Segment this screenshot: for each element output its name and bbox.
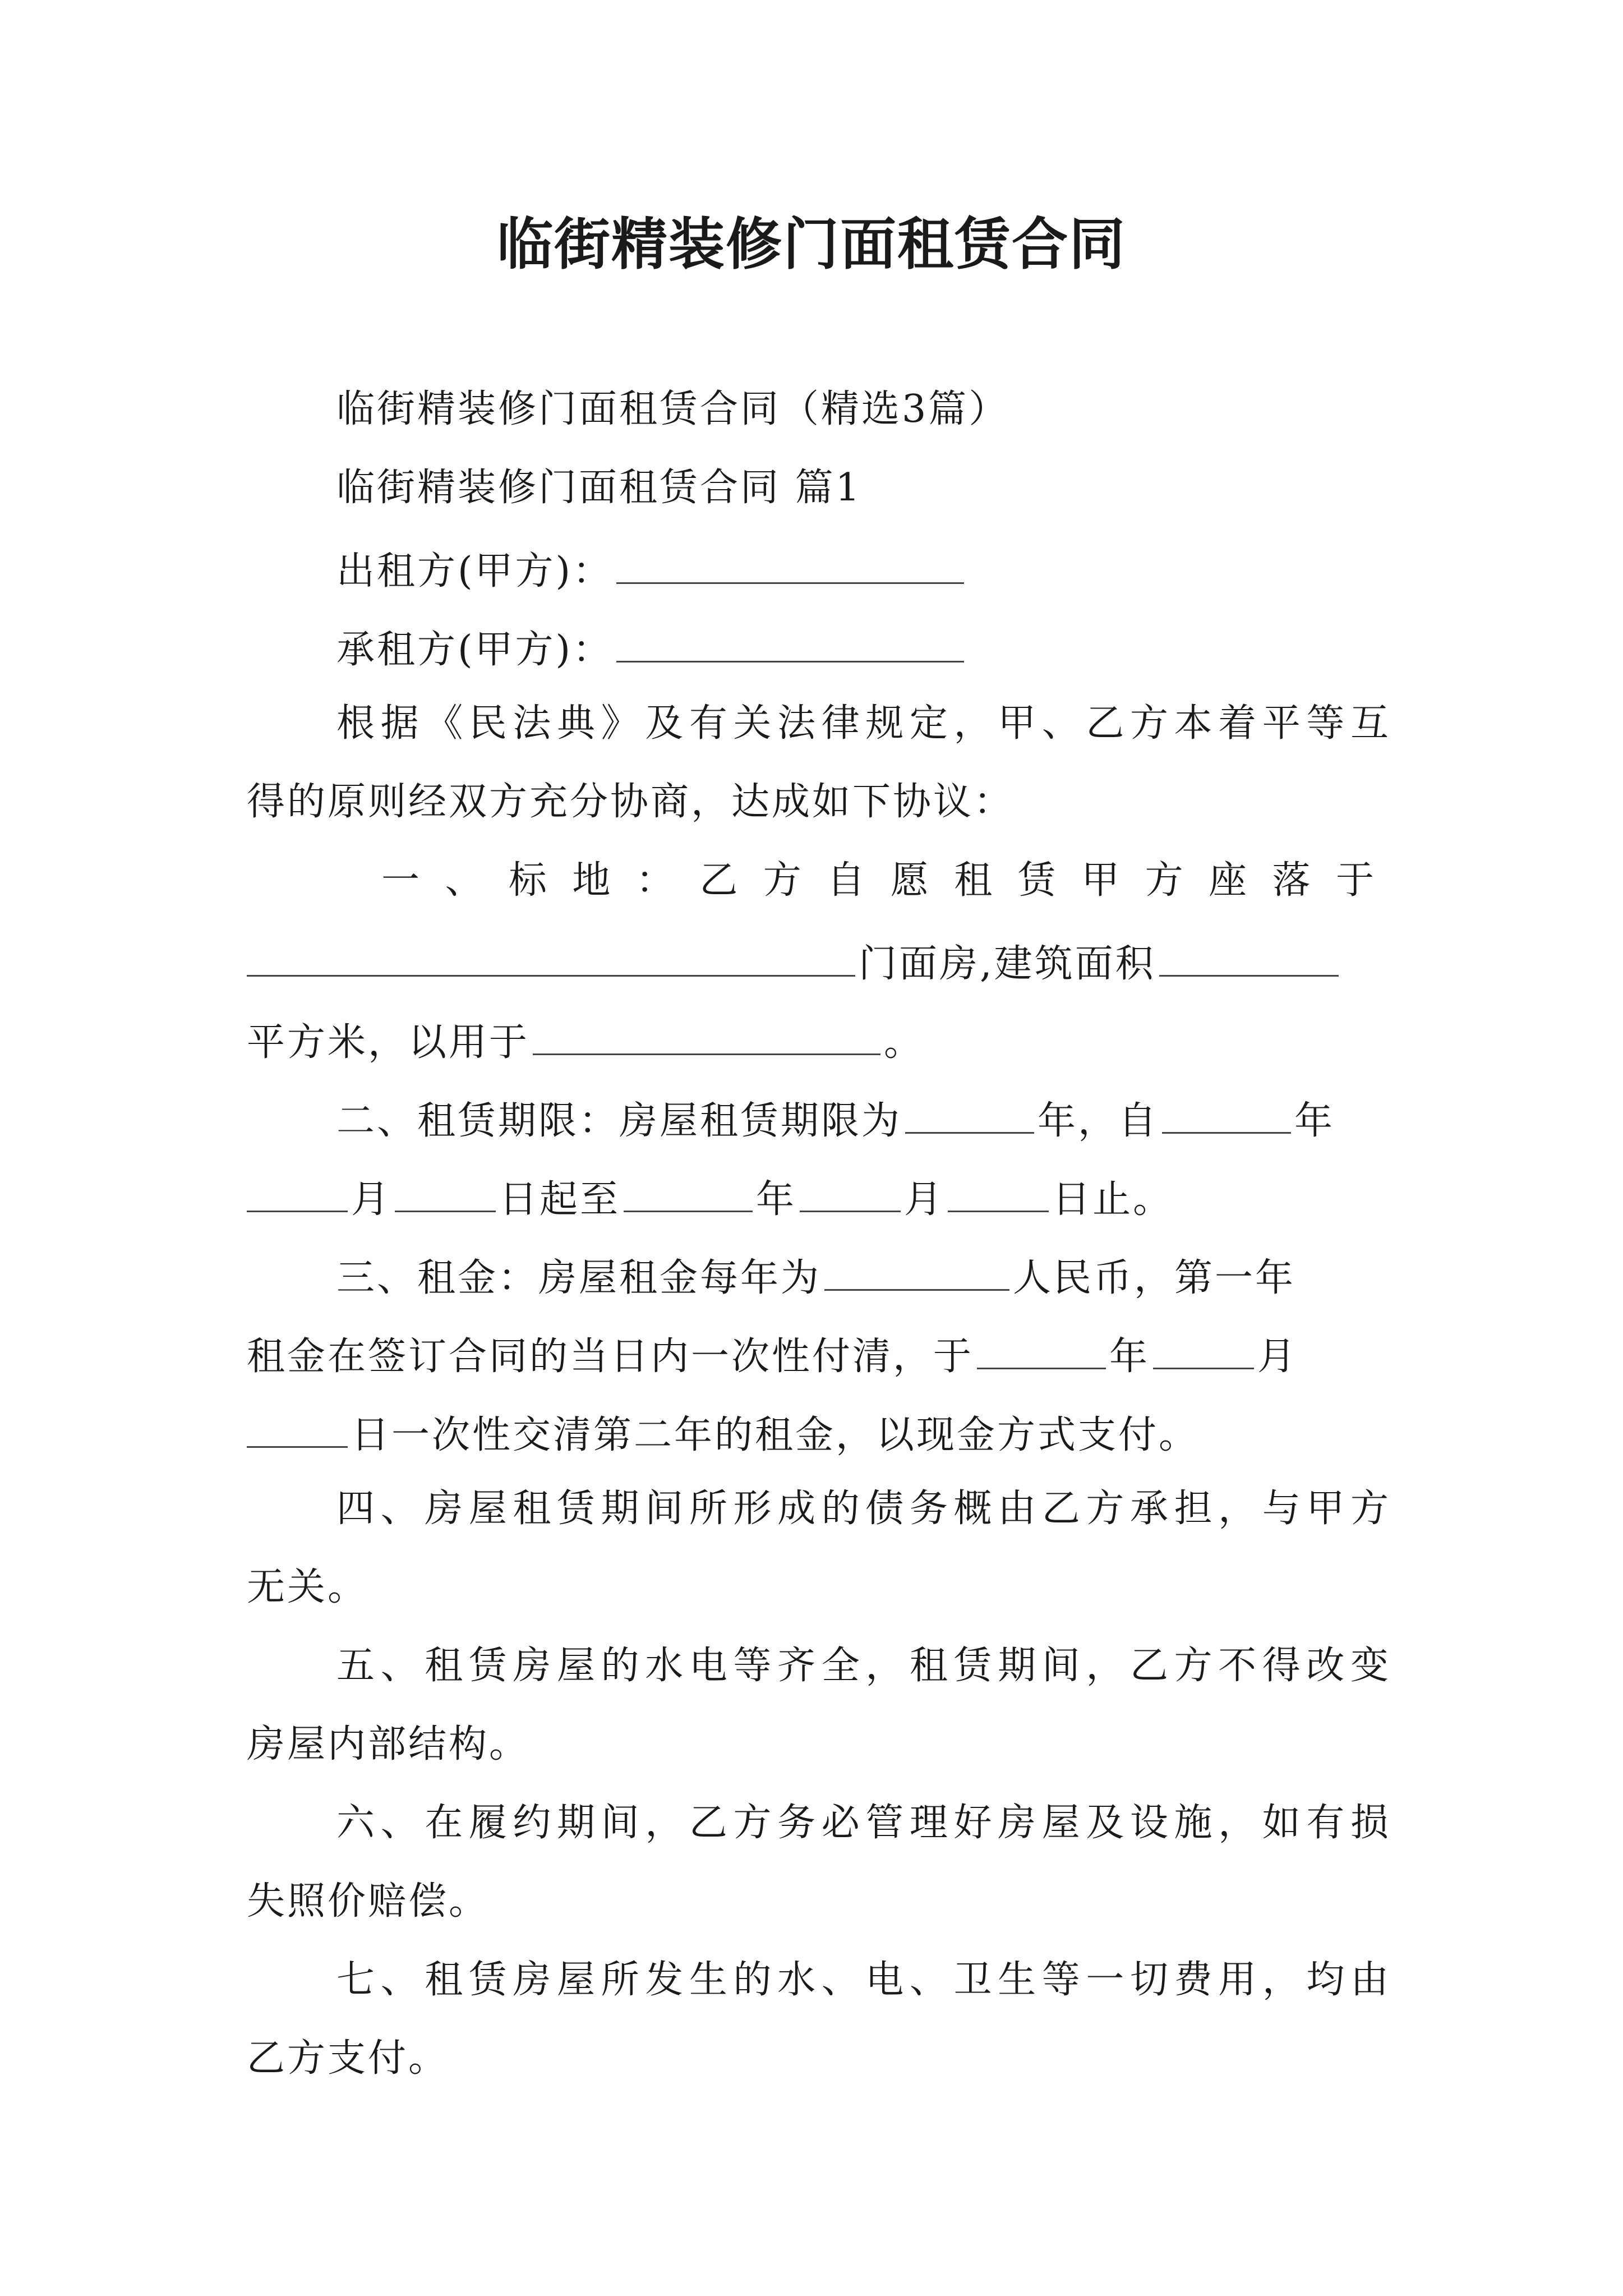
clause-3-text-b: 人民币，第一年 [1013, 1256, 1296, 1300]
document-subtitle: 临街精装修门面租赁合同（精选3篇） [336, 387, 1009, 431]
clause-3-line-1 [336, 1245, 1391, 1306]
part-heading: 临街精装修门面租赁合同 篇1 [336, 466, 862, 510]
clause-7-line-1: 七、租赁房屋所发生的水、电、卫生等一切费用，均由 [336, 1958, 1391, 2002]
month-label: 月 [351, 1177, 392, 1222]
clause-2-text-c: 年 [1294, 1099, 1335, 1143]
clause-3-end: 日一次性交清第二年的租金，以现金方式支付。 [351, 1413, 1200, 1457]
clause-6-line-2: 失照价赔偿。 [247, 1879, 490, 1924]
clause-1-mid-text: 门面房,建筑面积 [859, 942, 1156, 986]
usage-blank [533, 1010, 880, 1055]
clause-3-text-a: 三、租金：房屋租金每年为 [336, 1256, 822, 1300]
clause-3-line-2 [247, 1324, 1391, 1385]
end-day-blank [948, 1167, 1049, 1212]
start-day-blank [395, 1167, 496, 1212]
clause-4-line-1: 四、房屋租赁期间所形成的债务概由乙方承担，与甲方 [336, 1487, 1391, 1531]
year-label: 年 [756, 1177, 797, 1222]
start-year-blank [1162, 1088, 1291, 1134]
lessor-label: 出租方(甲方)： [336, 549, 614, 593]
term-years-blank [905, 1088, 1034, 1134]
clause-5-line-2: 房屋内部结构。 [247, 1722, 530, 1766]
clause-2-text-a: 二、租赁期限：房屋租赁期限为 [336, 1099, 902, 1143]
start-month-blank [247, 1167, 348, 1212]
clause-2-text-b: 年，自 [1038, 1099, 1159, 1143]
clause-3-month-label: 月 [1257, 1335, 1298, 1379]
intro-line-2: 得的原则经双方充分协商，达成如下协议： [247, 780, 1015, 824]
second-month-blank [1153, 1324, 1254, 1369]
clause-3-year-label: 年 [1109, 1335, 1150, 1379]
area-blank [1159, 931, 1339, 977]
end-year-blank [624, 1167, 753, 1212]
clause-6-line-1: 六、在履约期间，乙方务必管理好房屋及设施，如有损 [336, 1801, 1391, 1845]
clause-7-line-2: 乙方支付。 [247, 2036, 449, 2081]
lessee-label: 承租方(甲方)： [336, 628, 614, 672]
clause-3-line-3 [247, 1402, 1391, 1464]
document-title: 临街精装修门面租赁合同 [497, 211, 1126, 277]
annual-rent-blank [824, 1245, 1009, 1291]
second-day-blank [247, 1402, 348, 1448]
end-month-blank [800, 1167, 901, 1212]
clause-3-text-c: 租金在签订合同的当日内一次性付清，于 [247, 1335, 974, 1379]
clause-2-line-2 [247, 1167, 1391, 1228]
intro-line-1: 根据《民法典》及有关法律规定，甲、乙方本着平等互 [336, 701, 1391, 746]
lessor-blank [616, 539, 964, 584]
day-end-label: 日止。 [1052, 1177, 1174, 1222]
location-blank [247, 931, 855, 977]
clause-4-line-2: 无关。 [247, 1565, 368, 1609]
month-label-2: 月 [904, 1177, 945, 1222]
clause-5-line-1: 五、租赁房屋的水电等齐全，租赁期间，乙方不得改变 [336, 1644, 1391, 1688]
clause-2-line-1 [336, 1088, 1391, 1149]
lessee-blank [616, 617, 964, 662]
clause-1-pre-text: 平方米，以用于 [247, 1020, 530, 1065]
clause-1-line-3 [247, 1010, 1391, 1071]
clause-1-line-2 [247, 931, 1391, 992]
clause-1-end: 。 [884, 1020, 925, 1065]
lessee-line [336, 617, 1391, 678]
second-year-blank [977, 1324, 1106, 1369]
day-from-label: 日起至 [499, 1177, 621, 1222]
clause-1-line-1: 一、标地：乙方自愿租赁甲方座落于 [381, 858, 1391, 903]
lessor-line [336, 539, 1391, 600]
